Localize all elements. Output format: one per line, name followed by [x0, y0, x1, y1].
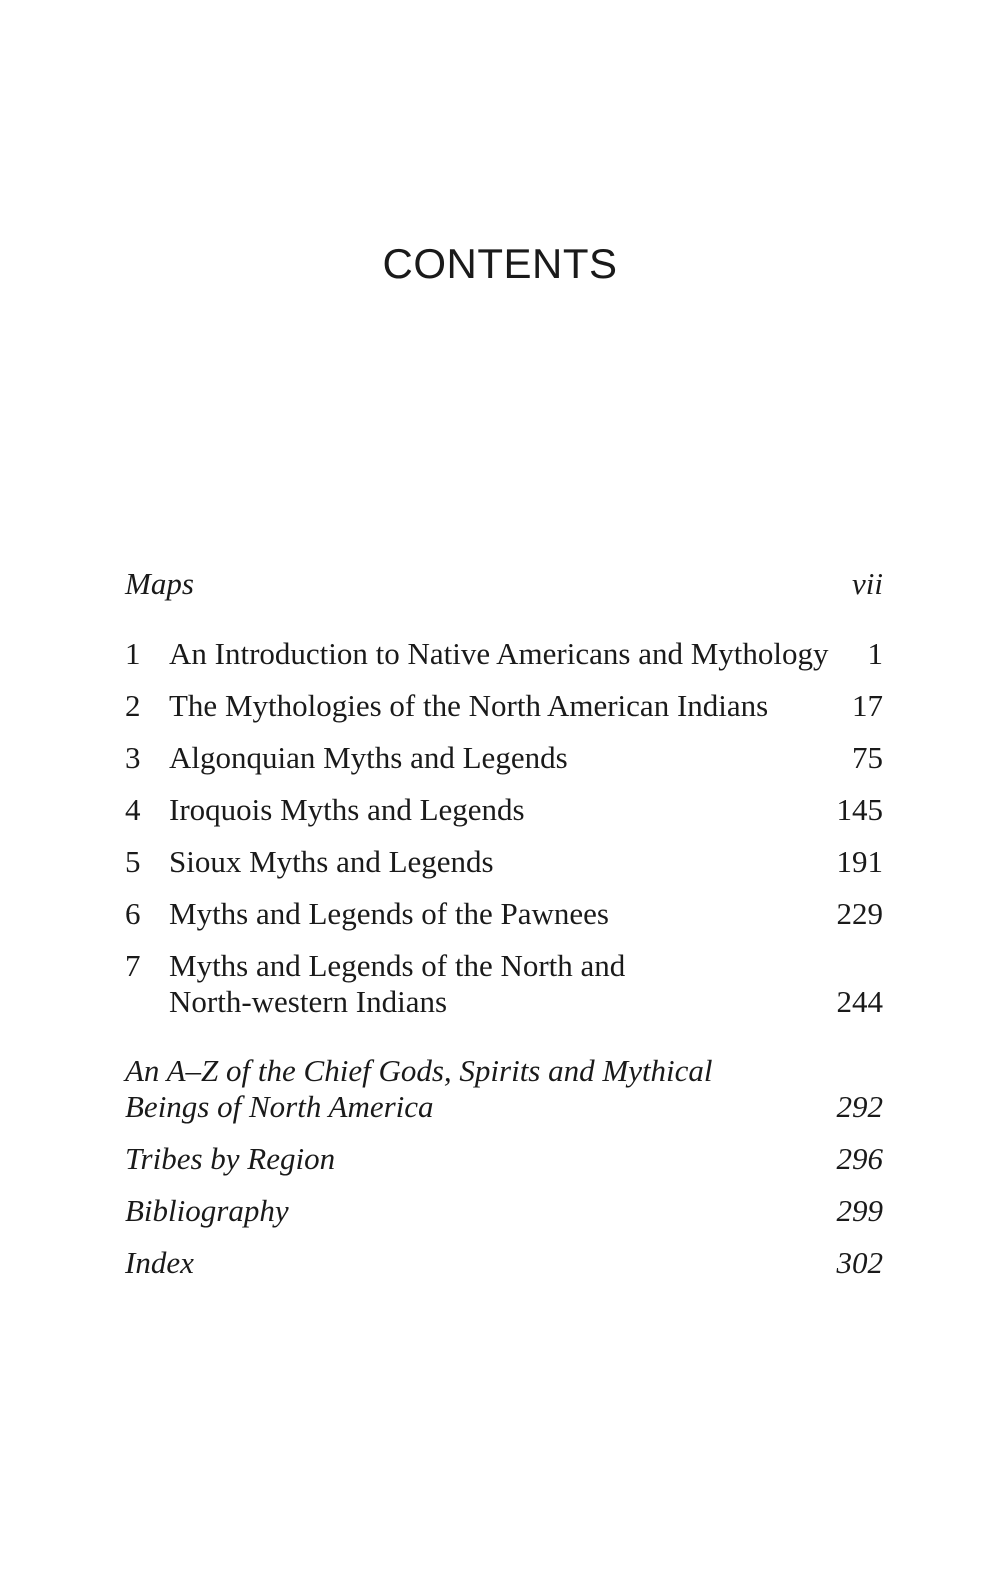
chapter-number: 3: [125, 740, 141, 775]
chapter-number: 5: [125, 844, 141, 879]
toc-entry-tribes-by-region[interactable]: [125, 1141, 883, 1177]
toc-entry-title: [169, 948, 829, 1020]
toc-entry-title: Myths and Legends of the Pawnees: [169, 896, 609, 931]
toc-entry-chapter-5[interactable]: [125, 844, 883, 880]
chapter-number: 7: [125, 948, 141, 983]
toc-entry-chapter-1[interactable]: [125, 636, 883, 672]
toc-entry-page: 299: [836, 1193, 883, 1228]
toc-entry-chapter-3[interactable]: [125, 740, 883, 776]
toc-entry-title-line-1: Myths and Legends of the North and: [169, 948, 626, 983]
toc-entry-page: 244: [836, 984, 883, 1019]
toc-entry-chapter-4[interactable]: [125, 792, 883, 828]
toc-entry-page: 17: [852, 688, 883, 723]
toc-entry-page: 145: [836, 792, 883, 827]
chapter-number: 1: [125, 636, 141, 671]
toc-entry-maps[interactable]: [125, 566, 883, 602]
toc-entry-page: 191: [836, 844, 883, 879]
toc-entry-chapter-7[interactable]: [125, 948, 883, 1020]
chapter-number: 6: [125, 896, 141, 931]
toc-entry-title: An Introduction to Native Americans and Mythology: [169, 636, 829, 671]
toc-entry-chapter-2[interactable]: [125, 688, 883, 724]
toc-entry-title: Algonquian Myths and Legends: [169, 740, 568, 775]
toc-entry-title-line-2: Beings of North America: [125, 1089, 434, 1124]
toc-entry-title-line-1: An A–Z of the Chief Gods, Spirits and Mythical: [125, 1053, 713, 1088]
toc-entry-title: Iroquois Myths and Legends: [169, 792, 525, 827]
toc-entry-bibliography[interactable]: [125, 1193, 883, 1229]
toc-entry-title: Bibliography: [125, 1193, 289, 1228]
toc-entry-page: 75: [852, 740, 883, 775]
toc-entry-index[interactable]: [125, 1245, 883, 1281]
toc-entry-title: Index: [125, 1245, 194, 1280]
toc-entry-title: Sioux Myths and Legends: [169, 844, 494, 879]
page-title: CONTENTS: [382, 240, 618, 287]
toc-entry-title-line-2: North-western Indians: [169, 984, 448, 1019]
toc-entry-page: 302: [836, 1245, 883, 1280]
toc-entry-title: [125, 1053, 829, 1125]
toc-entry-chapter-6[interactable]: [125, 896, 883, 932]
chapter-number: 4: [125, 792, 141, 827]
toc-entry-page: 229: [836, 896, 883, 931]
toc-entry-page: 296: [836, 1141, 883, 1176]
chapter-number: 2: [125, 688, 141, 723]
toc-entry-page: 292: [836, 1089, 883, 1124]
toc-entry-page: vii: [852, 566, 883, 601]
toc-entry-page: 1: [867, 636, 883, 671]
toc-entry-a-z[interactable]: [125, 1053, 883, 1125]
toc-entry-title: Tribes by Region: [125, 1141, 336, 1176]
toc-entry-title: Maps: [125, 566, 194, 601]
toc-entry-title: The Mythologies of the North American Indians: [169, 688, 769, 723]
